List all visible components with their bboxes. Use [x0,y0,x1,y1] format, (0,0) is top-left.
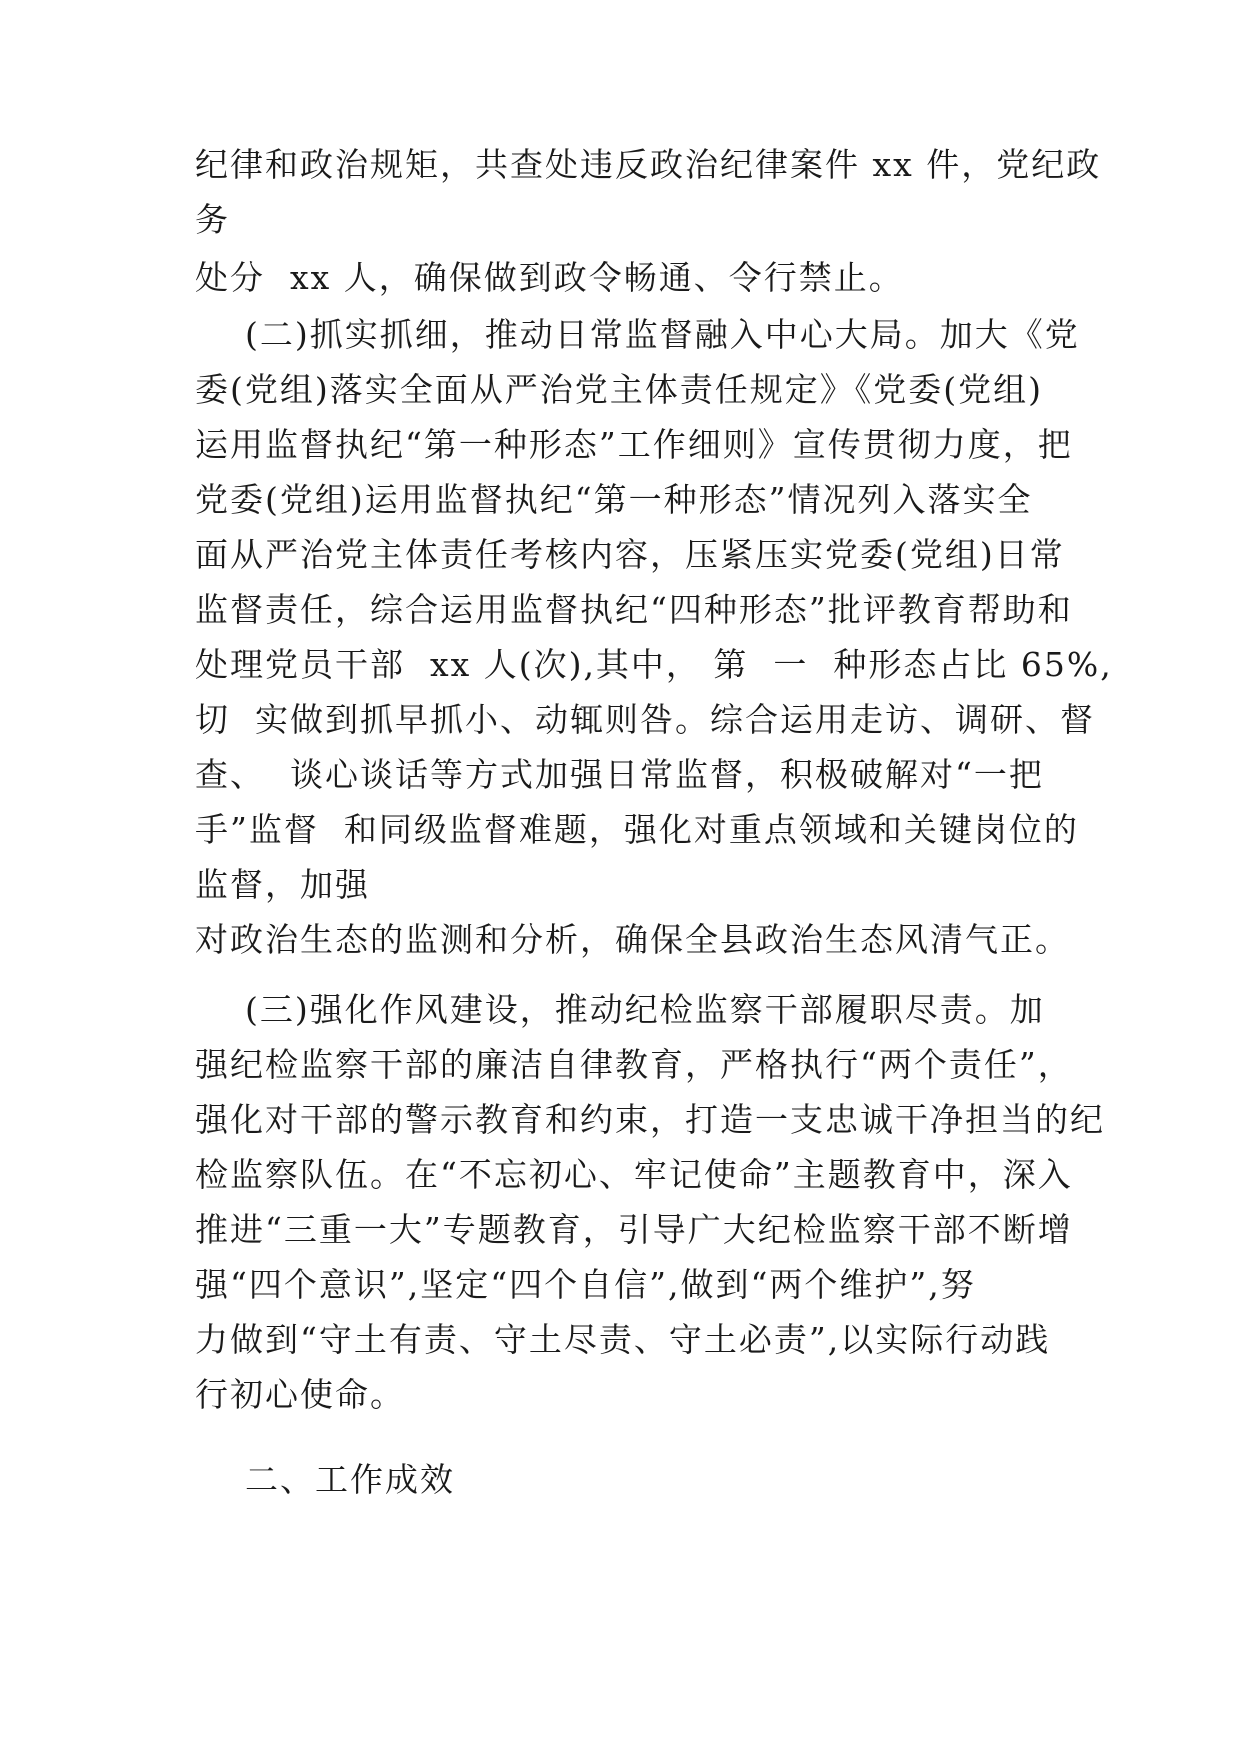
text-line: 党委(党组)运用监督执纪“第一种形态”情况列入落实全 [195,480,1033,519]
text-line: 行初心使命。 [195,1375,405,1414]
text-line: 处分 xx 人，确保做到政令畅通、令行禁止。 [195,258,904,297]
text-line: 运用监督执纪“第一种形态”工作细则》宣传贯彻力度，把 [195,425,1073,464]
text-line: 委(党组)落实全面从严治党主体责任规定》《党委(党组) [195,370,1043,409]
text-line: 力做到“守土有责、守土尽责、守土必责”,以实际行动践 [195,1320,1051,1359]
text-line: 手”监督 和同级监督难题，强化对重点领域和关键岗位的 [195,810,1079,849]
text-line: 查、 谈心谈话等方式加强日常监督，积极破解对“一把 [195,755,1044,794]
text-line: 强纪检监察干部的廉洁自律教育，严格执行“两个责任”， [195,1045,1073,1084]
paragraph-heading: (三)强化作风建设，推动纪检监察干部履职尽责。加 [195,990,1045,1029]
text-line: 检监察队伍。在“不忘初心、牢记使命”主题教育中，深入 [195,1155,1073,1194]
text-line: 处理党员干部 xx 人(次),其中， 第 一 种形态占比 65%, [195,645,1113,684]
text-line: 强化对干部的警示教育和约束，打造一支忠诚干净担当的纪 [195,1100,1105,1139]
text-line: 纪律和政治规矩，共查处违反政治纪律案件 xx 件，党纪政 [195,145,1102,184]
text-line: 强“四个意识”,坚定“四个自信”,做到“两个维护”,努 [195,1265,976,1304]
text-line: 面从严治党主体责任考核内容，压紧压实党委(党组)日常 [195,535,1065,574]
text-line: 推进“三重一大”专题教育，引导广大纪检监察干部不断增 [195,1210,1073,1249]
text-line: 务 [195,200,230,239]
text-line: 对政治生态的监测和分析，确保全县政治生态风清气正。 [195,920,1070,959]
text-line: 切 实做到抓早抓小、动辄则咎。综合运用走访、调研、督 [195,700,1095,739]
text-line: 监督责任，综合运用监督执纪“四种形态”批评教育帮助和 [195,590,1073,629]
text-line: 监督，加强 [195,865,370,904]
paragraph-heading: (二)抓实抓细，推动日常监督融入中心大局。加大《党 [195,315,1080,354]
section-heading: 二、工作成效 [195,1460,455,1499]
